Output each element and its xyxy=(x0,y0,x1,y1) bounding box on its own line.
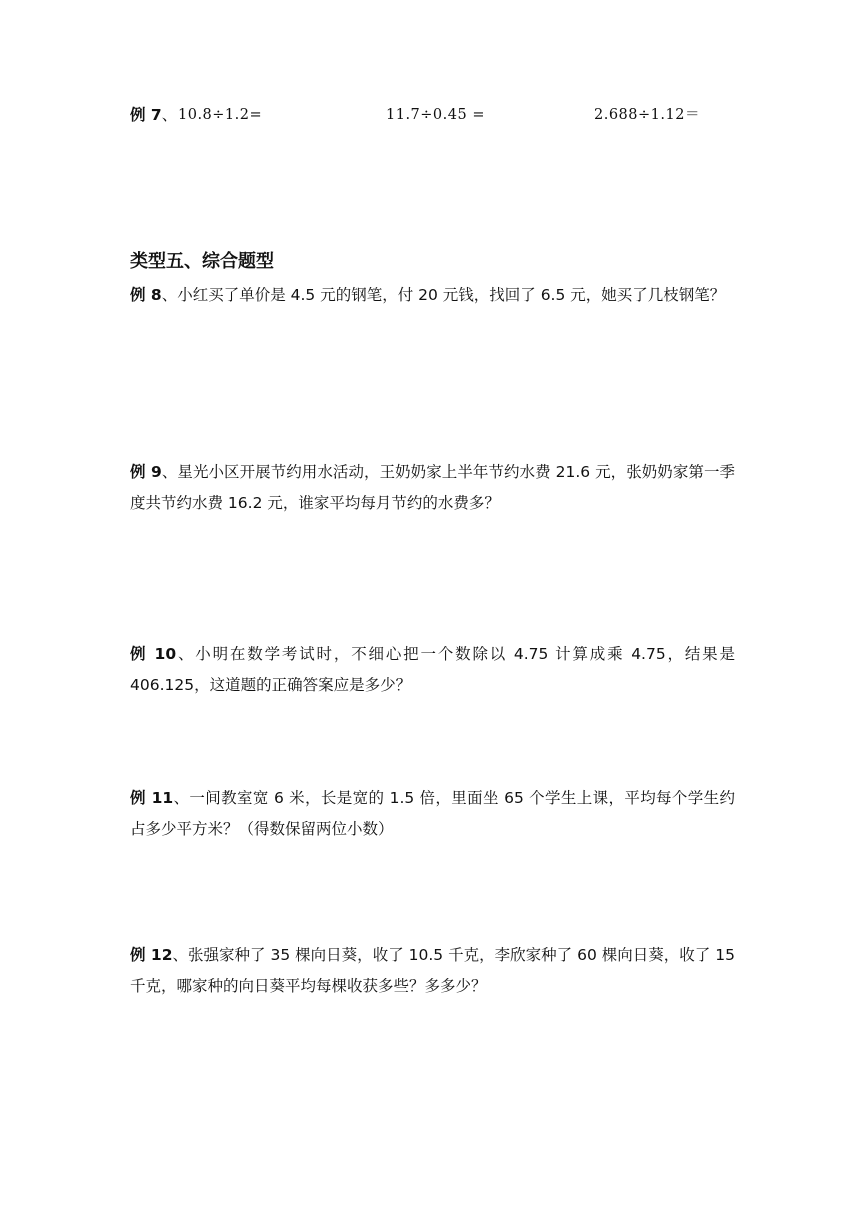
example-11-label: 例 11 xyxy=(130,789,174,807)
example-9-text: 、星光小区开展节约用水活动，王奶奶家上半年节约水费 21.6 元，张奶奶家第一季度共节约水费 16.2 元，谁家平均每月节约的水费多？ xyxy=(130,463,736,512)
example-12-label: 例 12 xyxy=(130,946,173,964)
example-10-paragraph xyxy=(130,639,735,701)
example-10-text: 、小明在数学考试时，不细心把一个数除以 4.75 计算成乘 4.75，结果是 406.125，这道题的正确答案应是多少？ xyxy=(130,645,736,694)
example-8-label: 例 8 xyxy=(130,286,162,304)
example-8-paragraph xyxy=(130,280,735,311)
example-12-paragraph xyxy=(130,940,735,1002)
section-heading: 类型五、综合题型 xyxy=(130,251,274,272)
example-10-label: 例 10 xyxy=(130,645,177,663)
example-9-label: 例 9 xyxy=(130,463,162,481)
example-7-separator: 、 xyxy=(161,106,178,124)
example-9-paragraph xyxy=(130,457,735,519)
example-11-paragraph xyxy=(130,783,735,845)
example-7-expression-3: 2.688÷1.12＝ xyxy=(594,107,700,123)
example-7-line xyxy=(130,105,177,125)
example-8-text: 、小红买了单价是 4.5 元的钢笔，付 20 元钱，找回了 6.5 元，她买了几枝钢笔？ xyxy=(161,286,726,304)
example-7-label: 例 7 xyxy=(130,106,162,124)
example-12-text: 、张强家种了 35 棵向日葵，收了 10.5 千克，李欣家种了 60 棵向日葵，收了 15 千克，哪家种的向日葵平均每棵收获多些？多多少？ xyxy=(130,946,735,995)
example-7-expression-2: 11.7÷0.45 = xyxy=(386,107,485,123)
example-11-text: 、一间教室宽 6 米，长是宽的 1.5 倍，里面坐 65 个学生上课，平均每个学生约占多少平方米？（得数保留两位小数） xyxy=(130,789,735,838)
example-7-expression-1: 10.8÷1.2= xyxy=(178,107,263,123)
